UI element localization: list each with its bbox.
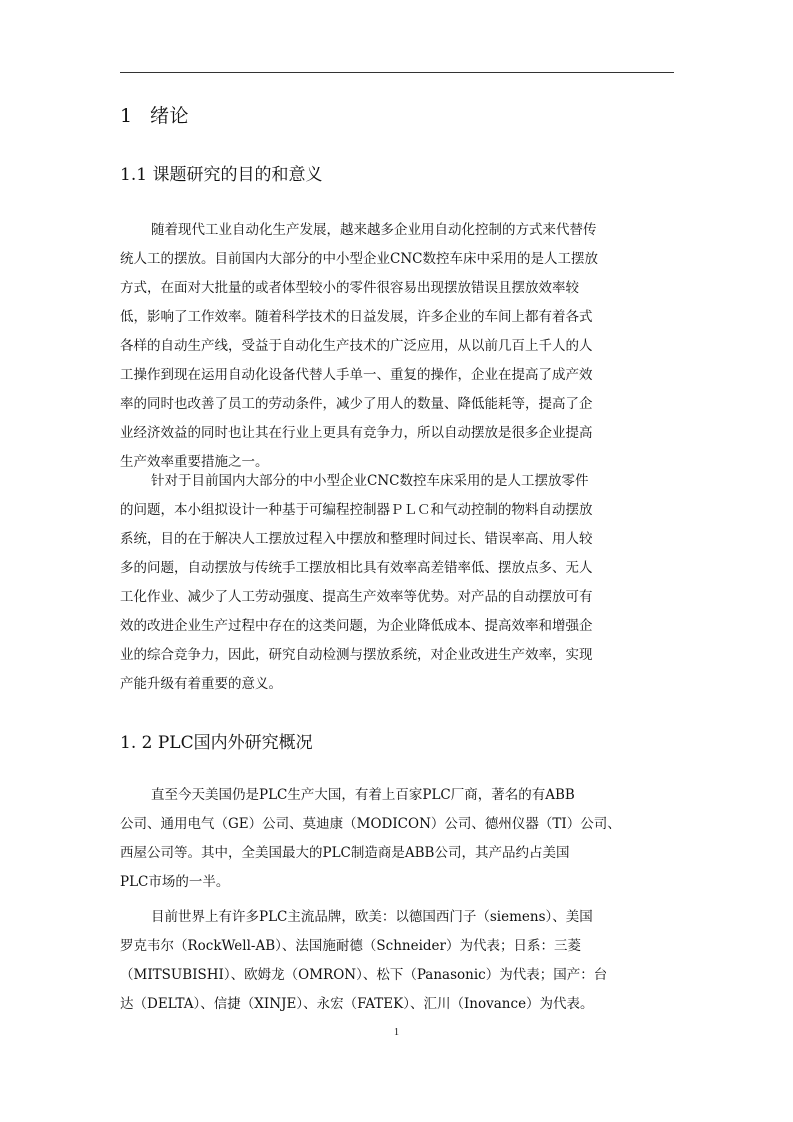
text-line: 工操作到现在运用自动化设备代替人手单一、重复的操作，企业在提高了成产效 (120, 367, 593, 383)
text-line: 生产效率重要措施之一。 (120, 454, 269, 470)
text-line: PLC市场的一半。 (120, 874, 230, 890)
text-line: 多的问题，自动摆放与传统手工摆放相比具有效率高差错率低、摆放点多、无人 (120, 560, 593, 576)
text-line: 随着现代工业自动化生产发展，越来越多企业用自动化控制的方式来代替传 (151, 222, 597, 238)
text-line: 方式，在面对大批量的或者体型较小的零件很容易出现摆放错误且摆放效率较 (120, 280, 579, 296)
text-line: 统人工的摆放。目前国内大部分的中小型企业CNC数控车床中采用的是人工摆放 (120, 251, 598, 267)
text-line: 系统，目的在于解决人工摆放过程入中摆放和整理时间过长、错误率高、用人较 (120, 531, 593, 547)
page-number: 1 (394, 1027, 399, 1038)
text-line: 产能升级有着重要的意义。 (120, 676, 282, 692)
text-line: 达（DELTA）、信捷（XINJE）、永宏（FATEK）、汇川（Inovance）为代表。 (120, 996, 594, 1012)
header-rule (120, 72, 674, 73)
text-line: 业的综合竞争力，因此，研究自动检测与摆放系统，对企业改进生产效率，实现 (120, 647, 593, 663)
text-line: 目前世界上有许多PLC主流品牌，欧美：以德国西门子（siemens）、美国 (151, 909, 593, 925)
text-line: 业经济效益的同时也让其在行业上更具有竞争力，所以自动摆放是很多企业提高 (120, 425, 593, 441)
text-line: 各样的自动生产线，受益于自动化生产技术的广泛应用，从以前几百上千人的人 (120, 338, 593, 354)
chapter-heading (120, 103, 189, 129)
section-1-1-paragraph-2 (120, 467, 674, 699)
section-1-2-heading: 1. 2 PLC国内外研究概况 (120, 733, 313, 753)
text-line: 效的改进企业生产过程中存在的这类问题，为企业降低成本、提高效率和增强企 (120, 618, 593, 634)
section-1-1-heading: 1.1 课题研究的目的和意义 (120, 165, 323, 185)
text-line: （MITSUBISHI）、欧姆龙（OMRON）、松下（Panasonic）为代表；国产：台 (120, 967, 608, 983)
text-line: 西屋公司等。其中，全美国最大的PLC制造商是ABB公司，其产品约占美国 (120, 845, 570, 861)
chapter-title: 绪论 (150, 105, 190, 127)
text-line: 低，影响了工作效率。随着科学技术的日益发展，许多企业的车间上都有着各式 (120, 309, 593, 325)
section-1-2-paragraph-2 (120, 903, 674, 1019)
text-line: 的问题，本小组拟设计一种基于可编程控制器ＰＬＣ和气动控制的物料自动摆放 (120, 502, 593, 518)
text-line: 工化作业、减少了人工劳动强度、提高生产效率等优势。对产品的自动摆放可有 (120, 589, 593, 605)
section-1-2-paragraph-1 (120, 781, 674, 897)
text-line: 率的同时也改善了员工的劳动条件，减少了用人的数量、降低能耗等，提高了企 (120, 396, 593, 412)
section-1-1-paragraph-1 (120, 216, 674, 477)
text-line: 直至今天美国仍是PLC生产大国，有着上百家PLC厂商，著名的有ABB (151, 787, 575, 803)
text-line: 罗克韦尔（RockWell-AB）、法国施耐德（Schneider）为代表；日系：三菱 (120, 938, 582, 954)
text-line: 公司、通用电气（GE）公司、莫迪康（MODICON）公司、德州仪器（TI）公司、 (120, 816, 621, 832)
text-line: 针对于目前国内大部分的中小型企业CNC数控车床采用的是人工摆放零件 (151, 473, 589, 489)
chapter-number: 1 (120, 105, 133, 127)
